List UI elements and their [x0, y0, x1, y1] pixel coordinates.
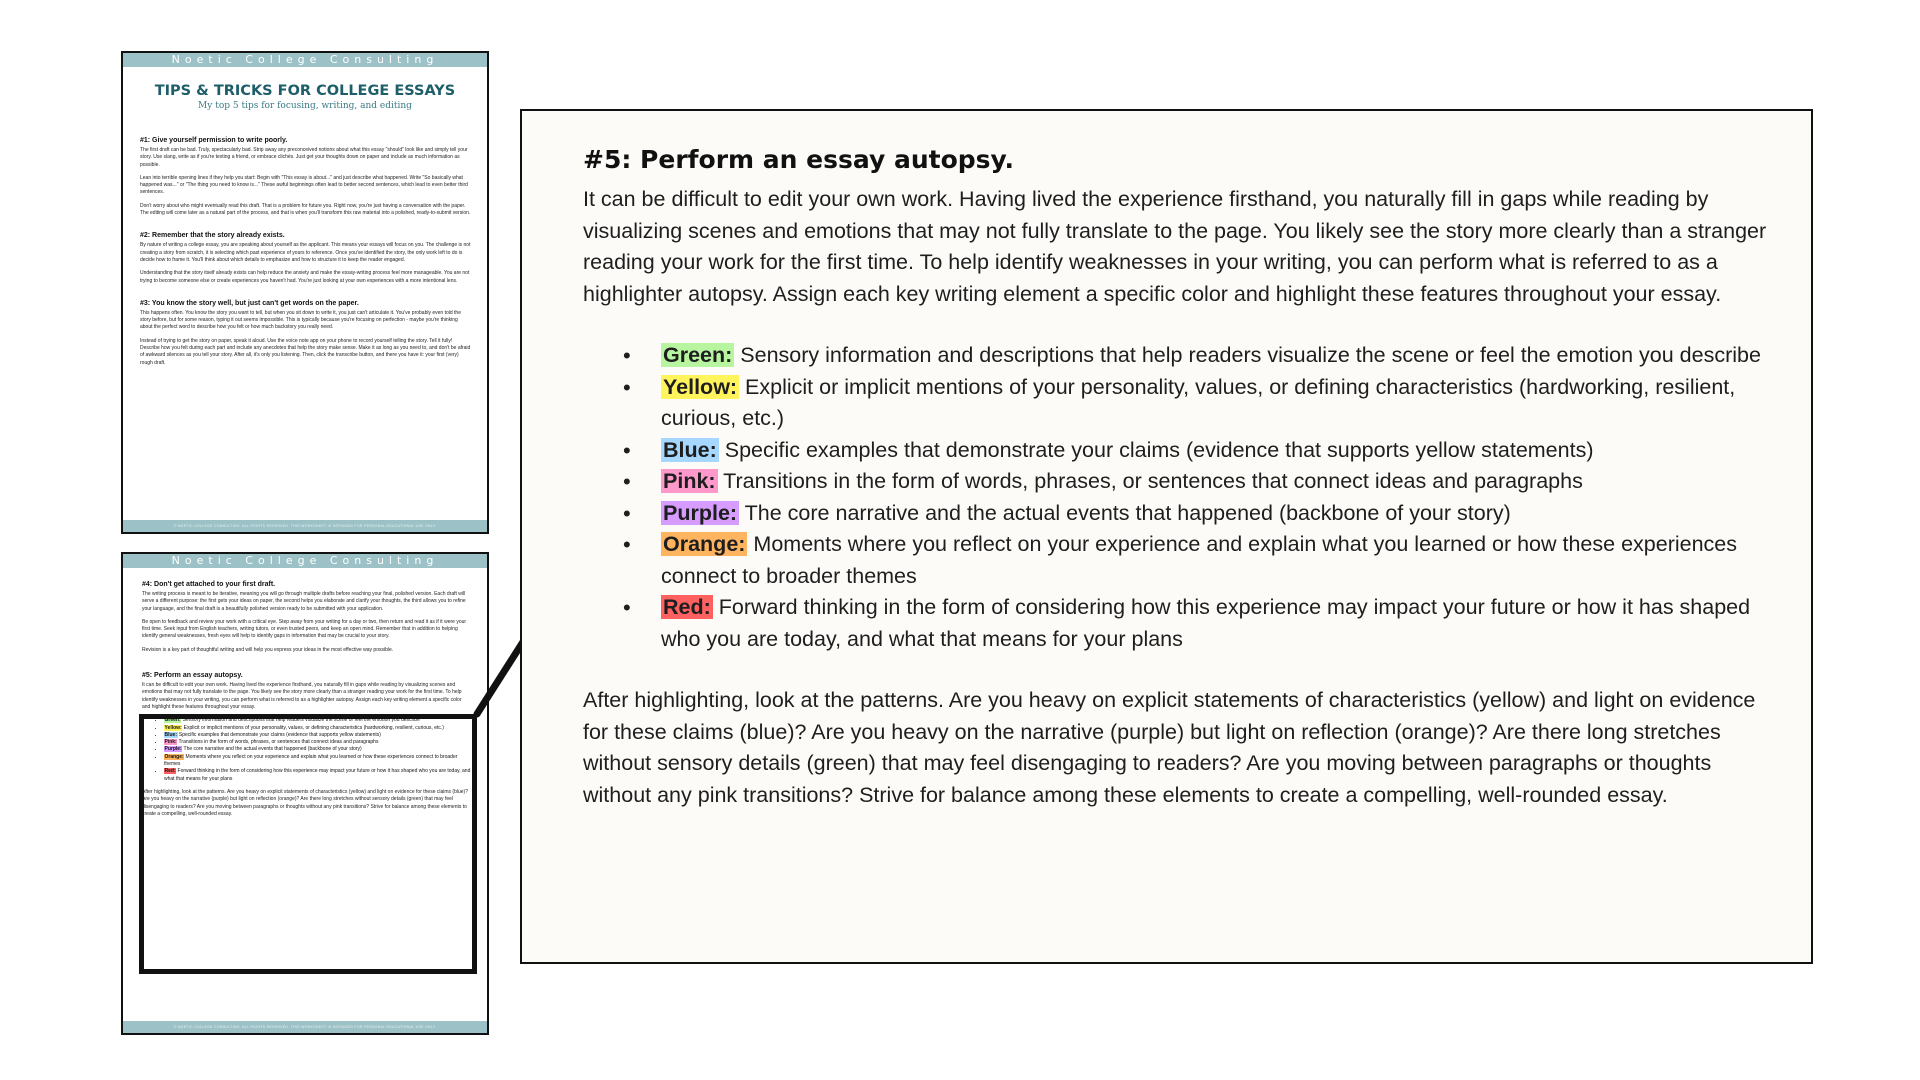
blue-label: Blue: [663, 437, 717, 462]
orange-text: Moments where you reflect on your experience and explain what you learned or how these experiences connect to broader themes [661, 532, 1738, 588]
pink-label: Pink: [164, 739, 177, 746]
orange-text: Moments where you reflect on your experience and explain what you learned or how these experiences connect to broader themes [164, 753, 458, 768]
tip4-paragraph: Revision is a key part of thoughtful writing and will help you express your ideas in the most effective way possible. [142, 646, 394, 653]
yellow-text: Explicit or implicit mentions of your personality, values, or defining characteristics (hardworking, resilient, curious, etc.) [661, 374, 1736, 430]
page1-brand-band: Noetic College Consulting [123, 53, 487, 67]
orange-label: Orange: [164, 753, 184, 760]
green-text: Sensory information and descriptions that help readers visualize the scene or feel the emotion you describe [181, 717, 420, 724]
red-label: Red: [663, 595, 711, 619]
page1-body [123, 137, 487, 367]
yellow-label: Yellow: [663, 374, 738, 399]
pink-label: Pink: [663, 469, 716, 493]
tip3-paragraph: This happens often. You know the story you want to tell, but when you sit down to write it, you just can't articulate it. You've probably even told the story before, but for some reason, typing it out seems impossible. This is typically because you're focusing on perfection - maybe you're thinking about the perfect word to describe how you felt or how much backstory you really need. [140, 309, 461, 331]
tip1-heading: #1: Give yourself permission to write poorly. [140, 137, 288, 144]
enlarged-tip5-content [583, 145, 1773, 811]
tip5-heading: #5: Perform an essay autopsy. [583, 145, 1015, 174]
tip1-paragraph: The first draft can be bad. Truly, spectacularly bad. Strip away any preconceived notions about what this essay "should" look like and simply tell your story. Use slang, write as if you're texting a friend, or embrace clichés. Just get your thoughts down on paper and include as much information as possible. [140, 147, 468, 168]
page1-subtitle: My top 5 tips for focusing, writing, and editing [198, 101, 412, 111]
tip2-paragraph: By nature of writing a college essay, you are speaking about yourself as the applicant. This means your essays will focus on you. The challenge is not creating a story from scratch, it is selecting which past experience of yours to reference. Once you've identified the story, the only work left to do is decide how to frame it. You'll think about which details to emphasize and how to structure it to keep the reader engaged. [140, 242, 471, 263]
blue-text: Specific examples that demonstrate your claims (evidence that supports yellow statements) [718, 437, 1594, 462]
tip5-thumb-heading: #5: Perform an essay autopsy. [142, 672, 243, 680]
page1-footer: © NOETIC COLLEGE CONSULTING. ALL RIGHTS RESERVED. THIS WORKSHEET IS INTENDED FOR PERSONAL EDUCATIONAL USE ONLY. [123, 520, 487, 532]
tip4-heading: #4: Don't get attached to your first draft. [142, 581, 276, 588]
red-text: Forward thinking in the form of considering how this experience may impact your future or how it has shaped who you are today, and what that means for your plans [164, 768, 471, 782]
tip3-heading: #3: You know the story well, but just can't get words on the paper. [140, 299, 359, 307]
worksheet-page-1 [121, 51, 489, 534]
red-label: Red: [164, 768, 176, 775]
pink-text: Transitions in the form of words, phrases, or sentences that connect ideas and paragraphs [177, 739, 379, 746]
tip5-intro: It can be difficult to edit your own work. Having lived the experience firsthand, you naturally fill in gaps while reading by visualizing scenes and emotions that may not fully translate to the page. You likely see the story more clearly than a stranger reading your work for the first time. To help identify weaknesses in your writing, you can perform what is referred to as a highlighter autopsy. Assign each key writing element a specific color and highlight these features throughout your essay. [583, 187, 1767, 306]
tip5-color-list [583, 340, 1773, 655]
green-label: Green: [164, 717, 181, 724]
list-item [661, 466, 1773, 498]
tip2-paragraph: Understanding that the story itself already exists can help reduce the anxiety and make the essay-writing process feel more manageable. You are not trying to become someone else or create experiences you haven't had. You're just looking at your own experiences with a more intentional lens. [140, 270, 470, 284]
yellow-label: Yellow: [164, 724, 182, 731]
tip5-outro: After highlighting, look at the patterns. Are you heavy on explicit statements of characteristics (yellow) and light on evidence for these claims (blue)? Are you heavy on the narrative (purple) but light on reflection (orange)? Are there long stretches without sensory details (green) that may feel disengaging to readers? Are you moving between paragraphs or thoughts without any pink transitions? Strive for balance among these elements to create a compelling, well-rounded essay. [583, 688, 1756, 807]
red-text: Forward thinking in the form of considering how this experience may impact your future or how it has shaped who you are today, and what that means for your plans [661, 595, 1751, 651]
blue-label: Blue: [164, 731, 177, 738]
tip3-paragraph: Instead of trying to get the story on paper, speak it aloud. Use the voice note app on your phone to record yourself telling the story. Tell it fully! Describe how you felt during each part and include any anecdotes that help the story make sense. Make it as long as you need to, and don't be afraid of awkward silences as you tell your story. After all, it's only you listening. Then, click the transcribe button, and there you have it: your first (very) rough draft. [140, 337, 471, 366]
list-item [661, 340, 1773, 372]
tip5-thumb-outro: After highlighting, look at the patterns. Are you heavy on explicit statements of characteristics (yellow) and light on evidence for these claims (blue)? Are you heavy on the narrative (purple) but light on reflection (orange)? Are there long stretches without sensory details (green) that may feel disengaging to readers? Are you moving between paragraphs or thoughts without any pink transitions? Strive for balance among these elements to create a compelling, well-rounded essay. [142, 788, 469, 817]
orange-label: Orange: [663, 532, 746, 556]
page2-brand-band: Noetic College Consulting [123, 554, 487, 568]
green-label: Green: [663, 343, 733, 367]
tip1-paragraph: Lean into terrible opening lines if they help you start: Begin with "This essay is about..." and just describe what happened. Write "So basically what happened was..." or "The thing you need to know is..." These awful beginnings often lead to better second sentences, which lead to even better third sentences. [140, 174, 468, 196]
page1-title: TIPS & TRICKS FOR COLLEGE ESSAYS [154, 83, 456, 99]
page2-footer: © NOETIC COLLEGE CONSULTING. ALL RIGHTS RESERVED. THIS WORKSHEET IS INTENDED FOR PERSONAL EDUCATIONAL USE ONLY. [123, 1021, 487, 1033]
tip2-heading: #2: Remember that the story already exists. [140, 232, 285, 240]
tip1-paragraph: Don't worry about who might eventually read this draft. That is a problem for future you. Right now, you're just having a conversation with the paper. The editing will come later as a natural part of the process, and that is when you'll transform this raw material into a polished, ready-to-submit version. [140, 202, 471, 217]
purple-label: Purple: [164, 746, 182, 753]
list-item [661, 592, 1773, 655]
blue-text: Specific examples that demonstrate your claims (evidence that supports yellow statements) [177, 731, 381, 738]
list-item [661, 498, 1773, 530]
list-item [661, 435, 1773, 467]
list-item [661, 529, 1773, 592]
tip4-paragraph: The writing process is meant to be iterative, meaning you will go through multiple drafts before reaching your final, polished version. Each draft will serve a different purpose: the first gets your ideas on paper, the second helps you elaborate and clarify your thoughts, the third allows you to refine your language, and the final draft is a beautifully polished version ready to be submitted with your application. [142, 591, 466, 612]
yellow-text: Explicit or implicit mentions of your personality, values, or defining characteristics (hardworking, resilient, curious, etc.) [182, 724, 444, 731]
purple-text: The core narrative and the actual events that happened (backbone of your story) [182, 746, 362, 753]
tip5-thumb-intro: It can be difficult to edit your own work. Having lived the experience firsthand, you naturally fill in gaps while reading by visualizing scenes and emotions that may not fully translate to the page. You likely see the story more clearly than a stranger reading your work for the first time. To help identify weaknesses in your writing, you can perform what is referred to as a highlighter autopsy. Assign each key writing element a specific color and highlight these features throughout your essay. [142, 682, 462, 710]
purple-label: Purple: [663, 500, 738, 525]
enlarged-tip5-panel [520, 109, 1813, 964]
green-text: Sensory information and descriptions that help readers visualize the scene or feel the emotion you describe [734, 343, 1761, 367]
focus-highlight-box [139, 714, 477, 974]
purple-text: The core narrative and the actual events that happened (backbone of your story) [739, 500, 1511, 525]
tip4-paragraph: Be open to feedback and review your work with a critical eye. Step away from your writing for a day or two, then return and read it as if it were your first time. Seek input from English teachers, writing tutors, or even trusted peers, and keep an open mind. Remember that in addition to helping identify general weaknesses, fresh eyes will help to identify gaps in information that may be crucial to your story. [142, 618, 467, 640]
list-item [661, 372, 1773, 435]
pink-text: Transitions in the form of words, phrases, or sentences that connect ideas and paragraphs [717, 469, 1583, 493]
